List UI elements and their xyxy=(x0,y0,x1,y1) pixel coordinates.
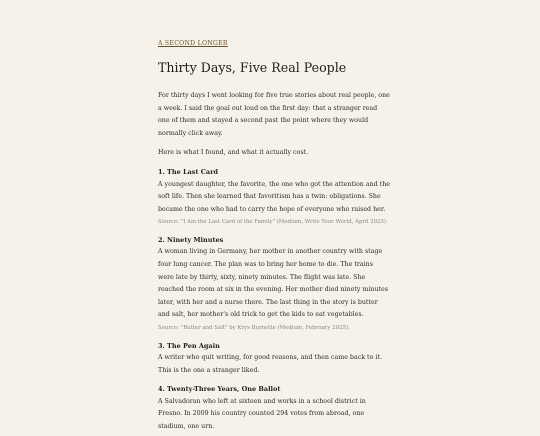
story-text: A Salvadoran who left at sixteen and works in a school district in Fresno. In 2009 his country counted 294 votes from abroad, one stadium, one urn. xyxy=(158,397,366,431)
story-source: Source: "I Am the Last Card of the Family" (Medium, Write Your World, April 2025). xyxy=(158,219,388,226)
story-text: A writer who quit writing, for good reasons, and then came back to it. This is the one a stranger liked. xyxy=(158,354,382,374)
story-item xyxy=(158,234,390,334)
story-text: A youngest daughter, the favorite, the one who got the attention and the soft life. Then she learned that favoritism has a twin: obligations. She became the one who had to carry the hope of everyone who raised her. xyxy=(158,180,391,213)
story-item xyxy=(158,340,390,378)
intro-paragraph-2: Here is what I found, and what it actually cost. xyxy=(158,148,309,156)
story-item xyxy=(158,383,390,433)
intro-paragraph: For thirty days I went looking for five true stories about real people, one a week. I said the goal out loud on the first day: that a stranger read one of them and stayed a second past the point where they would normally click away. xyxy=(158,92,390,137)
story-heading: 4. Twenty-Three Years, One Ballot xyxy=(158,385,281,394)
story-text: A woman living in Germany, her mother in another country with stage four lung cancer. The plan was to bring her home to die. The trains were late by thirty, sixty, ninety minutes. The flight was late. She reached the room at six in the evening. Her mother died ninety minutes later, with her and a nurse there. The last thing in the story is butter and salt, her mother's old trick to get the kids to eat vegetables. xyxy=(158,248,388,319)
story-heading: 2. Ninety Minutes xyxy=(158,235,224,244)
article-title: Thirty Days, Five Real People xyxy=(158,60,347,75)
story-item xyxy=(158,166,390,228)
story-heading: 1. The Last Card xyxy=(158,167,219,176)
story-heading: 3. The Pen Again xyxy=(158,341,220,350)
section-kicker-link[interactable]: A SECOND LONGER xyxy=(158,40,228,47)
article-body xyxy=(158,90,390,436)
story-source: Source: "Butter and Salt" by Krys Burnette (Medium, February 2025). xyxy=(158,325,350,331)
